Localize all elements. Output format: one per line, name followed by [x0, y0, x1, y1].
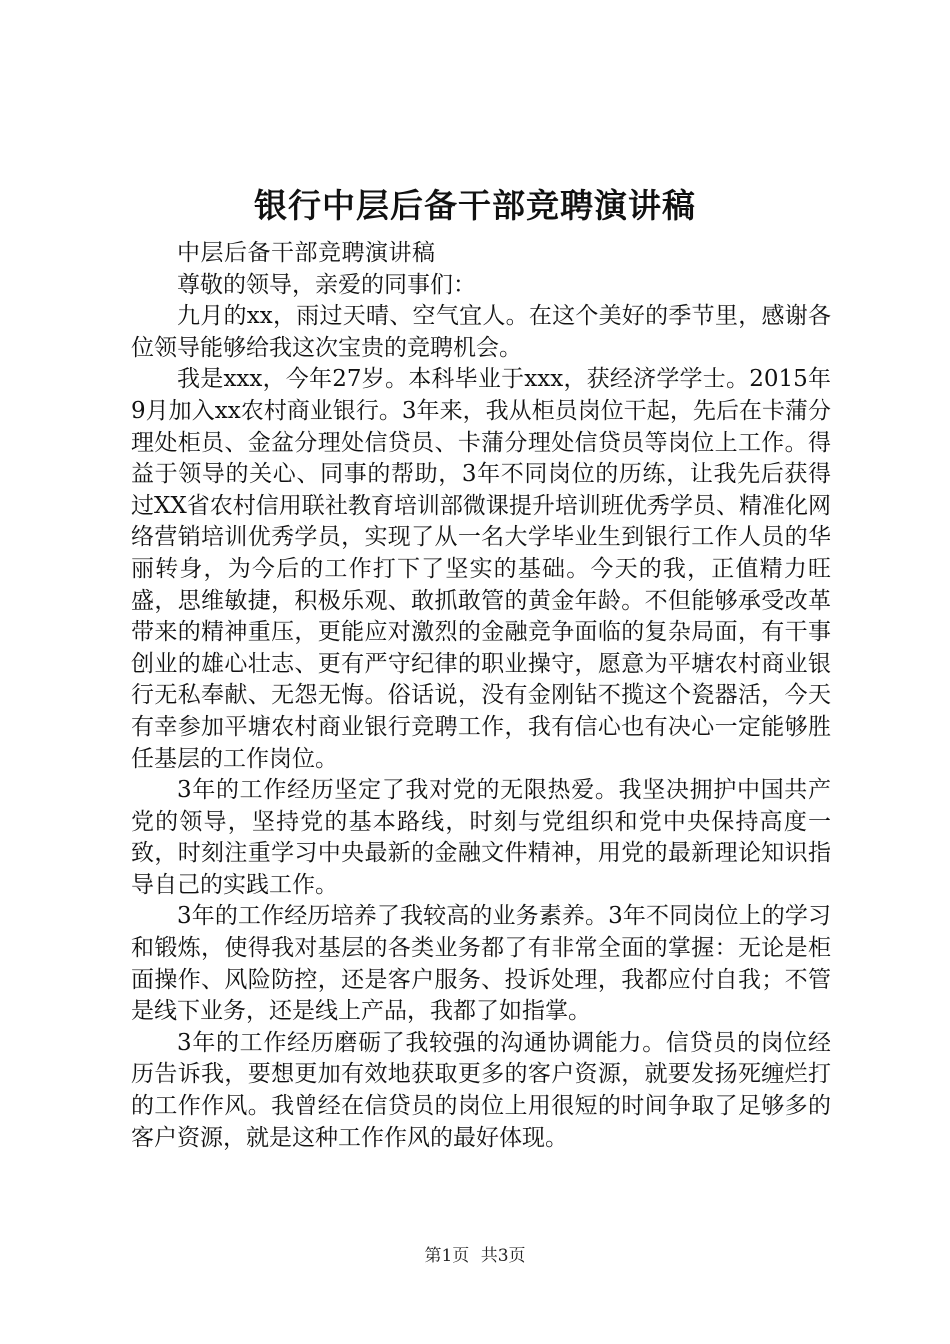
- body-paragraph: 九月的xx，雨过天晴、空气宜人。在这个美好的季节里，感谢各位领导能够给我这次宝贵的竞聘机会。: [131, 303, 831, 361]
- body-paragraph: 我是xxx，今年27岁。本科毕业于xxx，获经济学学士。2015年9月加入xx农村商业银行。3年来，我从柜员岗位干起，先后在卡蒲分理处柜员、金盆分理处信贷员、卡蒲分理处信贷员等岗位上工作。得益于领导的关心、同事的帮助，3年不同岗位的历练，让我先后获得过XX省农村信用联社教育培训部微课提升培训班优秀学员、精准化网络营销培训优秀学员，实现了从一名大学毕业生到银行工作人员的华丽转身，为今后的工作打下了坚实的基础。今天的我，正值精力旺盛，思维敏捷，积极乐观、敢抓敢管的黄金年龄。不但能够承受改革带来的精神重压，更能应对激烈的金融竞争面临的复杂局面，有干事创业的雄心壮志、更有严守纪律的职业操守，愿意为平塘农村商业银行无私奉献、无怨无悔。俗话说，没有金刚钻不揽这个瓷器活，今天有幸参加平塘农村商业银行竞聘工作，我有信心也有决心一定能够胜任基层的工作岗位。: [131, 366, 831, 772]
- page-number-footer: 第1页 共3页: [424, 1246, 526, 1266]
- document-body: [131, 238, 831, 1154]
- salutation-paragraph: 尊敬的领导，亲爱的同事们：: [177, 271, 476, 298]
- body-paragraph: 3年的工作经历培养了我较高的业务素养。3年不同岗位上的学习和锻炼，使得我对基层的各类业务都了有非常全面的掌握：无论是柜面操作、风险防控，还是客户服务、投诉处理，我都应付自我；不管是线下业务，还是线上产品，我都了如指掌。: [131, 903, 831, 1025]
- body-paragraph: 3年的工作经历坚定了我对党的无限热爱。我坚决拥护中国共产党的领导，坚持党的基本路线，时刻与党组织和党中央保持高度一致，时刻注重学习中央最新的金融文件精神，用党的最新理论知识指导自己的实践工作。: [131, 777, 831, 898]
- subtitle-paragraph: 中层后备干部竞聘演讲稿: [177, 240, 436, 266]
- body-paragraph: 3年的工作经历磨砺了我较强的沟通协调能力。信贷员的岗位经历告诉我，要想更加有效地获取更多的客户资源，就要发扬死缠烂打的工作作风。我曾经在信贷员的岗位上用很短的时间争取了足够多的客户资源，就是这种工作作风的最好体现。: [131, 1029, 831, 1151]
- document-title: 银行中层后备干部竞聘演讲稿: [254, 186, 696, 225]
